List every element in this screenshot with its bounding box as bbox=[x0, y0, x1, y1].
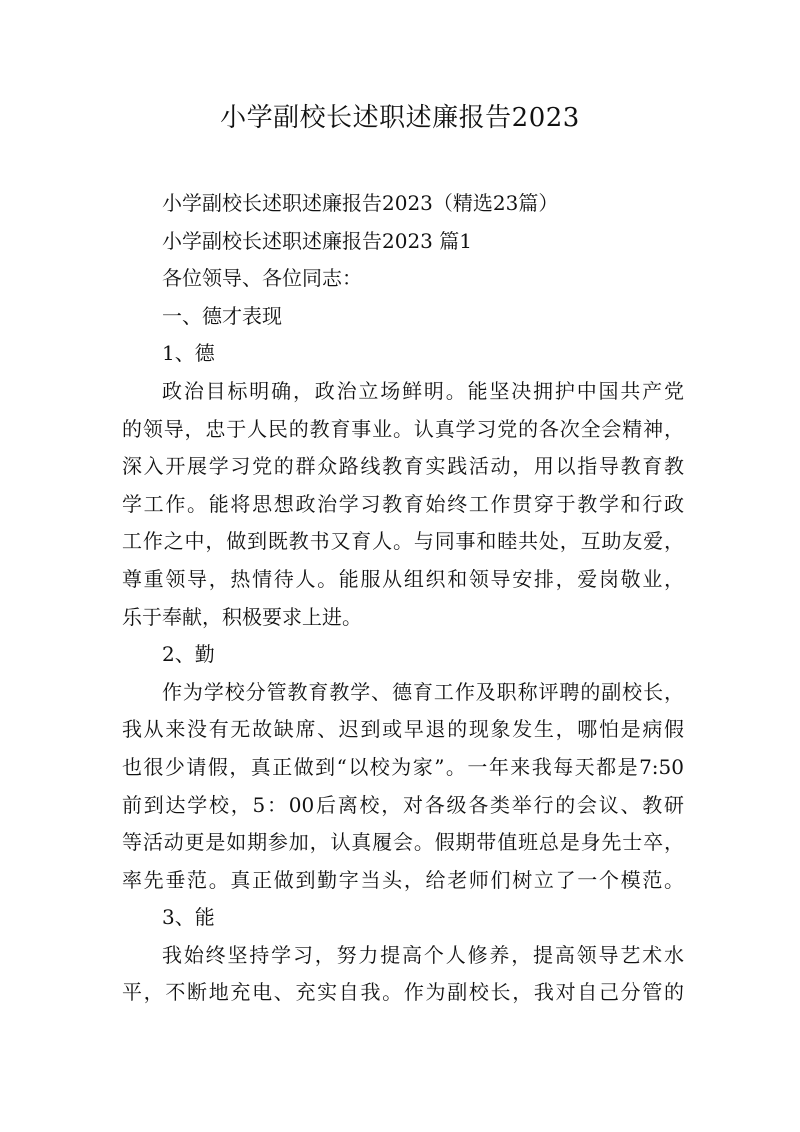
heading-level-2: 1、德 bbox=[162, 341, 215, 366]
document-body bbox=[122, 185, 684, 1012]
paragraph-line: 前到达学校，5：00后离校，对各级各类举行的会议、教研 bbox=[122, 792, 684, 817]
document-title: 小学副校长述职述廉报告2023 bbox=[220, 103, 580, 133]
paragraph-line: 学工作。能将思想政治学习教育始终工作贯穿于教学和行政 bbox=[122, 491, 684, 516]
salutation: 各位领导、各位同志： bbox=[162, 266, 362, 291]
paragraph-line: 工作之中，做到既教书又育人。与同事和睦共处，互助友爱， bbox=[122, 529, 684, 554]
paragraph-line: 率先垂范。真正做到勤字当头，给老师们树立了一个模范。 bbox=[122, 867, 684, 892]
paragraph-line: 作为学校分管教育教学、德育工作及职称评聘的副校长， bbox=[162, 679, 684, 704]
section-heading: 小学副校长述职述廉报告2023 篇1 bbox=[162, 228, 472, 253]
paragraph-line: 深入开展学习党的群众路线教育实践活动，用以指导教育教 bbox=[122, 454, 684, 479]
paragraph-line: 的领导，忠于人民的教育事业。认真学习党的各次全会精神， bbox=[122, 416, 684, 441]
paragraph-line: 我从来没有无故缺席、迟到或早退的现象发生，哪怕是病假 bbox=[122, 717, 684, 742]
paragraph-line: 尊重领导，热情待人。能服从组织和领导安排，爱岗敬业， bbox=[122, 566, 684, 591]
paragraph-line: 平，不断地充电、充实自我。作为副校长，我对自己分管的 bbox=[122, 980, 684, 1005]
heading-level-2: 2、勤 bbox=[162, 642, 215, 667]
heading-level-1: 一、德才表现 bbox=[162, 303, 282, 328]
paragraph-line: 等活动更是如期参加，认真履会。假期带值班总是身先士卒， bbox=[122, 830, 684, 855]
paragraph-line: 我始终坚持学习，努力提高个人修养，提高领导艺术水 bbox=[162, 942, 684, 967]
subtitle-line: 小学副校长述职述廉报告2023（精选23篇） bbox=[162, 191, 559, 215]
paragraph-line: 政治目标明确，政治立场鲜明。能坚决拥护中国共产党 bbox=[162, 378, 684, 403]
paragraph-line: 也很少请假，真正做到“以校为家”。一年来我每天都是7:50 bbox=[122, 754, 684, 779]
paragraph-line: 乐于奉献，积极要求上进。 bbox=[122, 604, 362, 629]
heading-level-2: 3、能 bbox=[162, 905, 215, 930]
